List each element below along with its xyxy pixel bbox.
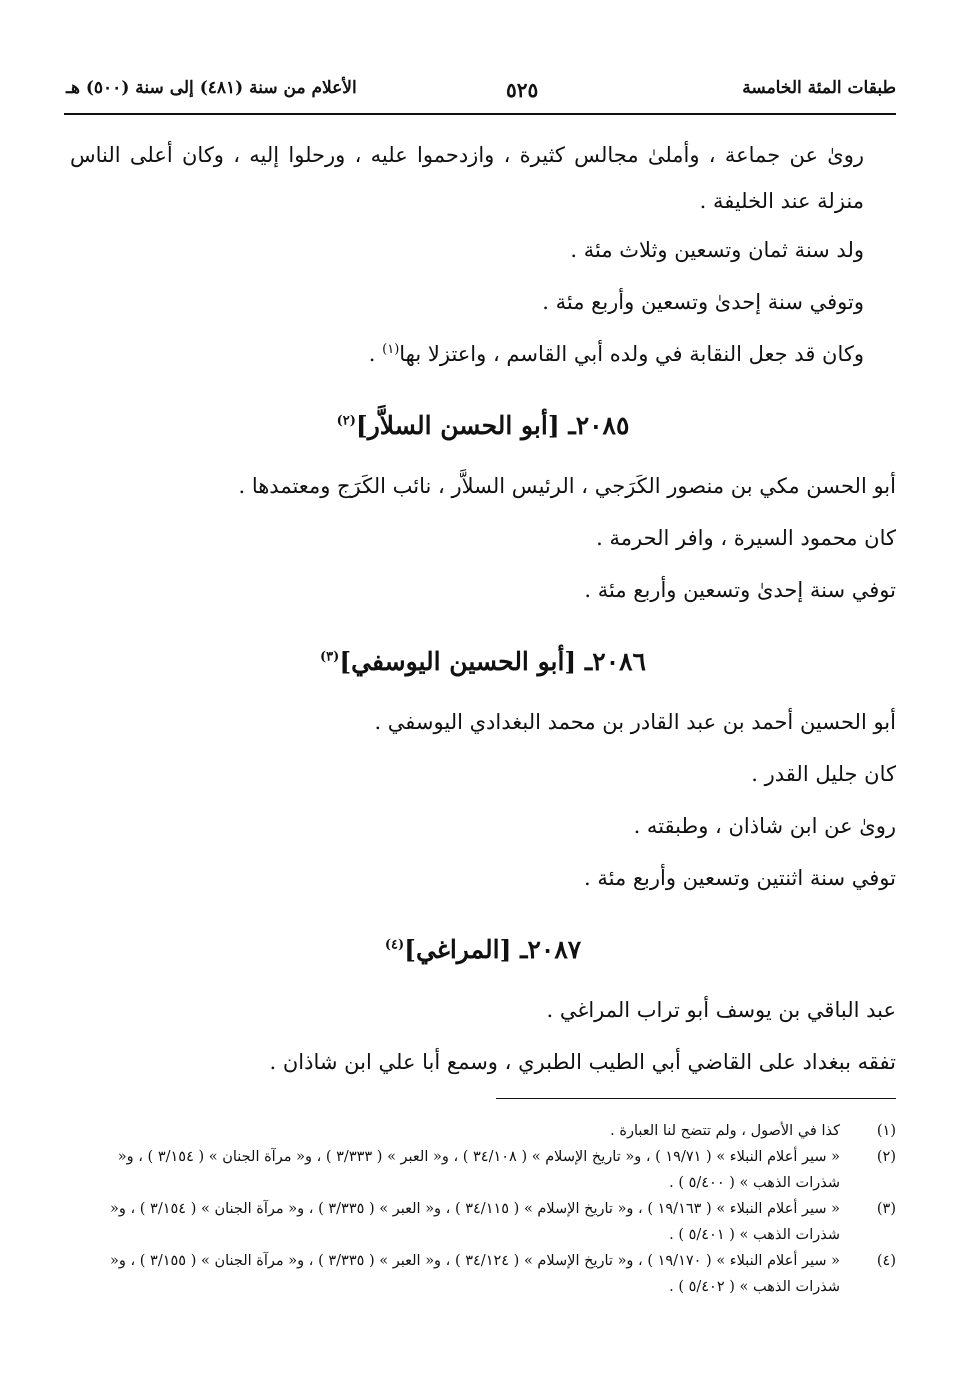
- footnote-text: « سير أعلام النبلاء » ( ١٩/١٧٠ ) ، و« تاريخ الإسلام » ( ٣٤/١٢٤ ) ، و« العبر » ( ٣/٣٣٥ ) ، و« مرآة الجنان » ( ٣/١٥٥ ) ، و« شذرات الذهب » ( ٥/٤٠٢ ) .: [110, 1253, 840, 1295]
- footnote-4: [70, 1248, 896, 1300]
- footnote-ref-4: (٤): [384, 937, 405, 953]
- intro-paragraph-3: وتوفي سنة إحدیٰ وتسعين وأربع مئة .: [542, 290, 864, 314]
- footnote-divider: [496, 1098, 896, 1099]
- entry-line: عبد الباقي بن يوسف أبو تراب المراغي .: [546, 998, 896, 1022]
- running-header: [66, 78, 896, 106]
- footnote-text: « سير أعلام النبلاء » ( ١٩/٧١ ) ، و« تاريخ الإسلام » ( ٣٤/١٠٨ ) ، و« العبر » ( ٣/٣٣٣ ) ، و« مرآة الجنان » ( ٣/١٥٤ ) ، و« شذرات الذهب » ( ٥/٤٠٠ ) .: [117, 1149, 840, 1191]
- entry-line: رویٰ عن ابن شاذان ، وطبقته .: [633, 814, 896, 838]
- entry-2085: [70, 406, 896, 616]
- entry-2087: [70, 930, 896, 1088]
- entry-line: أبو الحسن مكي بن منصور الكَرَجي ، الرئيس السلاَّر ، نائب الكَرَج ومعتمدها .: [238, 474, 896, 498]
- footnote-ref-2: (٢): [336, 413, 356, 429]
- intro-paragraph-4-end: .: [368, 342, 383, 366]
- section-title: طبقات المئة الخامسة: [742, 78, 896, 98]
- entry-line: كان محمود السيرة ، وافر الحرمة .: [596, 526, 896, 550]
- entry-line: تفقه ببغداد على القاضي أبي الطيب الطبري ، وسمع أبا علي ابن شاذان .: [269, 1050, 896, 1074]
- entry-line: كان جليل القدر .: [751, 762, 896, 786]
- entry-line: أبو الحسين أحمد بن عبد القادر بن محمد البغدادي اليوسفي .: [374, 710, 896, 734]
- entry-title-text: ٢٠٨٧ـ [المراغي]: [404, 935, 582, 964]
- intro-paragraph-4-text: وكان قد جعل النقابة في ولده أبي القاسم ، واعتزلا بها: [399, 342, 864, 366]
- footnote-ref-1: (١): [382, 342, 400, 357]
- entry-title-text: ٢٠٨٦ـ [أبو الحسين اليوسفي]: [339, 647, 646, 676]
- intro-paragraph-4: [70, 328, 896, 380]
- footnote-number: (١): [876, 1123, 896, 1139]
- entry-title-text: ٢٠٨٥ـ [أبو الحسن السلاَّر]: [355, 411, 630, 440]
- footnotes: [70, 1118, 896, 1300]
- header-divider: [64, 113, 896, 115]
- footnote-number: (٢): [876, 1149, 896, 1165]
- intro-paragraph-2: ولد سنة ثمان وتسعين وثلاث مئة .: [570, 238, 864, 262]
- footnote-text: « سير أعلام النبلاء » ( ١٩/١٦٣ ) ، و« تاريخ الإسلام » ( ٣٤/١١٥ ) ، و« العبر » ( ٣/٣٣٥ ) ، و« مرآة الجنان » ( ٣/١٥٤ ) ، و« شذرات الذهب » ( ٥/٤٠١ ) .: [110, 1201, 840, 1243]
- entry-line: توفي سنة اثنتين وتسعين وأربع مئة .: [584, 866, 896, 890]
- footnote-ref-3: (٣): [320, 649, 340, 665]
- entry-line: توفي سنة إحدیٰ وتسعين وأربع مئة .: [584, 578, 896, 602]
- footnote-2: [70, 1144, 896, 1196]
- page-number: ٥٢٥: [506, 78, 539, 102]
- footnote-number: (٤): [876, 1253, 896, 1269]
- footnote-number: (٣): [876, 1201, 896, 1217]
- intro-paragraph-1: رویٰ عن جماعة ، وأملیٰ مجالس كثيرة ، وازدحموا عليه ، ورحلوا إليه ، وكان أعلى الناس منزلة عند الخليفة .: [70, 143, 864, 213]
- footnote-3: [70, 1196, 896, 1248]
- chapter-range-title: الأعلام من سنة (٤٨١) إلى سنة (٥٠٠) هـ: [66, 78, 357, 98]
- entry-title: [70, 406, 896, 446]
- footnote-1: [70, 1118, 896, 1144]
- main-text: [70, 132, 896, 1088]
- entry-title: [70, 642, 896, 682]
- entry-2086: [70, 642, 896, 904]
- footnote-text: كذا في الأصول ، ولم تتضح لنا العبارة .: [610, 1123, 840, 1139]
- entry-title: [70, 930, 896, 970]
